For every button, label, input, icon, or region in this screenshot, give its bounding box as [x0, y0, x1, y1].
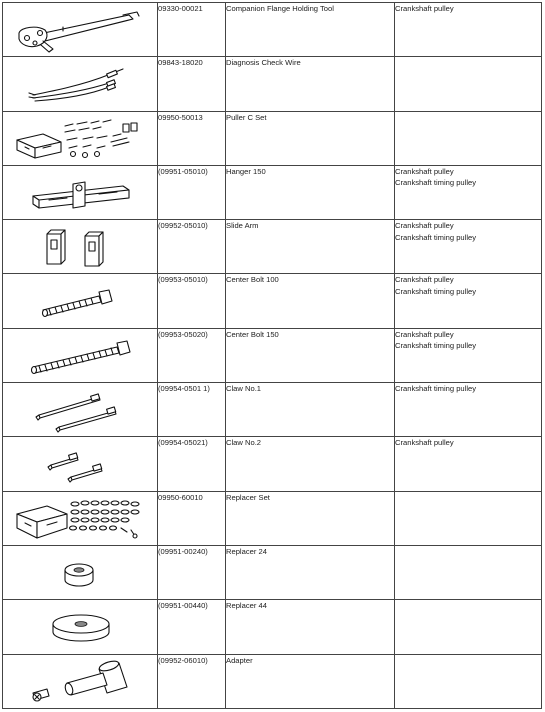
- tool-name-cell: [226, 3, 395, 57]
- part-number: 09950-50013: [158, 112, 203, 122]
- table-row: [3, 220, 542, 274]
- usage-cell: [395, 57, 542, 111]
- tool-image-cell: [3, 600, 158, 654]
- part-number-cell: [158, 274, 226, 328]
- table-row: [3, 545, 542, 599]
- tool-name-cell: [226, 491, 395, 545]
- tool-name: Adapter: [226, 655, 253, 665]
- part-number: (09953-05010): [158, 275, 208, 285]
- part-number-cell: [158, 437, 226, 491]
- usage-cell: [395, 600, 542, 654]
- tool-name-cell: [226, 57, 395, 111]
- table-row: [3, 111, 542, 165]
- tool-image-cell: [3, 165, 158, 219]
- table-row: [3, 654, 542, 708]
- usage-item: Crankshaft pulley: [395, 329, 454, 339]
- table-row: [3, 437, 542, 491]
- table-row: [3, 165, 542, 219]
- tool-name: Replacer 24: [226, 546, 267, 556]
- table-row: [3, 491, 542, 545]
- usage-cell: [395, 220, 542, 274]
- tool-image-cell: [3, 274, 158, 328]
- tool-image-cell: [3, 545, 158, 599]
- table-row: [3, 274, 542, 328]
- replacer-set-case-icon: [3, 492, 157, 545]
- usage-cell: [395, 274, 542, 328]
- tool-name: Claw No.2: [226, 438, 262, 448]
- part-number: 09330-00021: [158, 4, 203, 13]
- usage-cell: [395, 383, 542, 437]
- usage-item: Crankshaft pulley: [395, 166, 454, 176]
- tool-name: Replacer 44: [226, 601, 267, 611]
- usage-cell: [395, 491, 542, 545]
- adapter-icon: [3, 655, 157, 708]
- usage-item: Crankshaft pulley: [395, 221, 454, 231]
- usage-item: Crankshaft pulley: [395, 4, 454, 13]
- tool-name-cell: [226, 220, 395, 274]
- usage-item: Crankshaft timing pulley: [395, 232, 477, 242]
- usage-item: Crankshaft timing pulley: [395, 178, 477, 188]
- hanger-icon: [3, 166, 157, 219]
- tool-name: Slide Arm: [226, 221, 259, 231]
- part-number-cell: [158, 165, 226, 219]
- part-number: (09951-00440): [158, 601, 208, 611]
- usage-item: Crankshaft timing pulley: [395, 384, 477, 394]
- tool-name: Center Bolt 100: [226, 275, 279, 285]
- table-row: [3, 57, 542, 111]
- tool-image-cell: [3, 654, 158, 708]
- check-wire-icon: [3, 57, 157, 110]
- part-number: (09951-05010): [158, 166, 208, 176]
- usage-cell: [395, 545, 542, 599]
- center-bolt-long-icon: [3, 329, 157, 382]
- tool-image-cell: [3, 383, 158, 437]
- part-number: 09950-60010: [158, 492, 203, 502]
- tool-image-cell: [3, 328, 158, 382]
- tool-name: Claw No.1: [226, 384, 262, 394]
- part-number: (09954-0501 1): [158, 384, 210, 394]
- part-number-cell: [158, 654, 226, 708]
- special-service-tools-table: [2, 2, 542, 709]
- tool-name-cell: [226, 545, 395, 599]
- part-number-cell: [158, 220, 226, 274]
- puller-set-case-icon: [3, 112, 157, 165]
- tool-name-cell: [226, 437, 395, 491]
- usage-item: Crankshaft timing pulley: [395, 286, 477, 296]
- tool-name-cell: [226, 111, 395, 165]
- claw-short-icon: [3, 437, 157, 490]
- usage-item: Crankshaft pulley: [395, 438, 454, 448]
- usage-cell: [395, 3, 542, 57]
- tool-name-cell: [226, 274, 395, 328]
- part-number: (09954-05021): [158, 438, 208, 448]
- tool-image-cell: [3, 57, 158, 111]
- tool-name-cell: [226, 165, 395, 219]
- replacer-large-icon: [3, 600, 157, 653]
- replacer-small-icon: [3, 546, 157, 599]
- center-bolt-short-icon: [3, 274, 157, 327]
- usage-cell: [395, 328, 542, 382]
- part-number-cell: [158, 328, 226, 382]
- claw-long-icon: [3, 383, 157, 436]
- usage-cell: [395, 111, 542, 165]
- usage-item: Crankshaft timing pulley: [395, 341, 477, 351]
- tool-name: Companion Flange Holding Tool: [226, 4, 334, 13]
- tool-name-cell: [226, 600, 395, 654]
- tool-image-cell: [3, 111, 158, 165]
- part-number-cell: [158, 545, 226, 599]
- part-number-cell: [158, 3, 226, 57]
- tool-name-cell: [226, 654, 395, 708]
- tool-name: Hanger 150: [226, 166, 266, 176]
- part-number: (09952-05010): [158, 221, 208, 231]
- part-number-cell: [158, 600, 226, 654]
- part-number-cell: [158, 111, 226, 165]
- usage-item: Crankshaft pulley: [395, 275, 454, 285]
- tool-image-cell: [3, 491, 158, 545]
- part-number-cell: [158, 491, 226, 545]
- part-number-cell: [158, 383, 226, 437]
- usage-cell: [395, 437, 542, 491]
- part-number: (09953-05020): [158, 329, 208, 339]
- table-row: [3, 383, 542, 437]
- part-number: (09952-06010): [158, 655, 208, 665]
- usage-cell: [395, 165, 542, 219]
- tool-image-cell: [3, 437, 158, 491]
- tool-name-cell: [226, 383, 395, 437]
- tool-name: Diagnosis Check Wire: [226, 58, 301, 68]
- table-row: [3, 328, 542, 382]
- tool-name: Replacer Set: [226, 492, 270, 502]
- part-number: 09843-18020: [158, 58, 203, 68]
- table-row: [3, 600, 542, 654]
- tool-name: Puller C Set: [226, 112, 267, 122]
- tool-image-cell: [3, 220, 158, 274]
- tool-name-cell: [226, 328, 395, 382]
- flange-holding-tool-icon: [3, 3, 157, 56]
- slide-arm-icon: [3, 220, 157, 273]
- table-row: [3, 3, 542, 57]
- tool-image-cell: [3, 3, 158, 57]
- usage-cell: [395, 654, 542, 708]
- part-number-cell: [158, 57, 226, 111]
- part-number: (09951-00240): [158, 546, 208, 556]
- tool-name: Center Bolt 150: [226, 329, 279, 339]
